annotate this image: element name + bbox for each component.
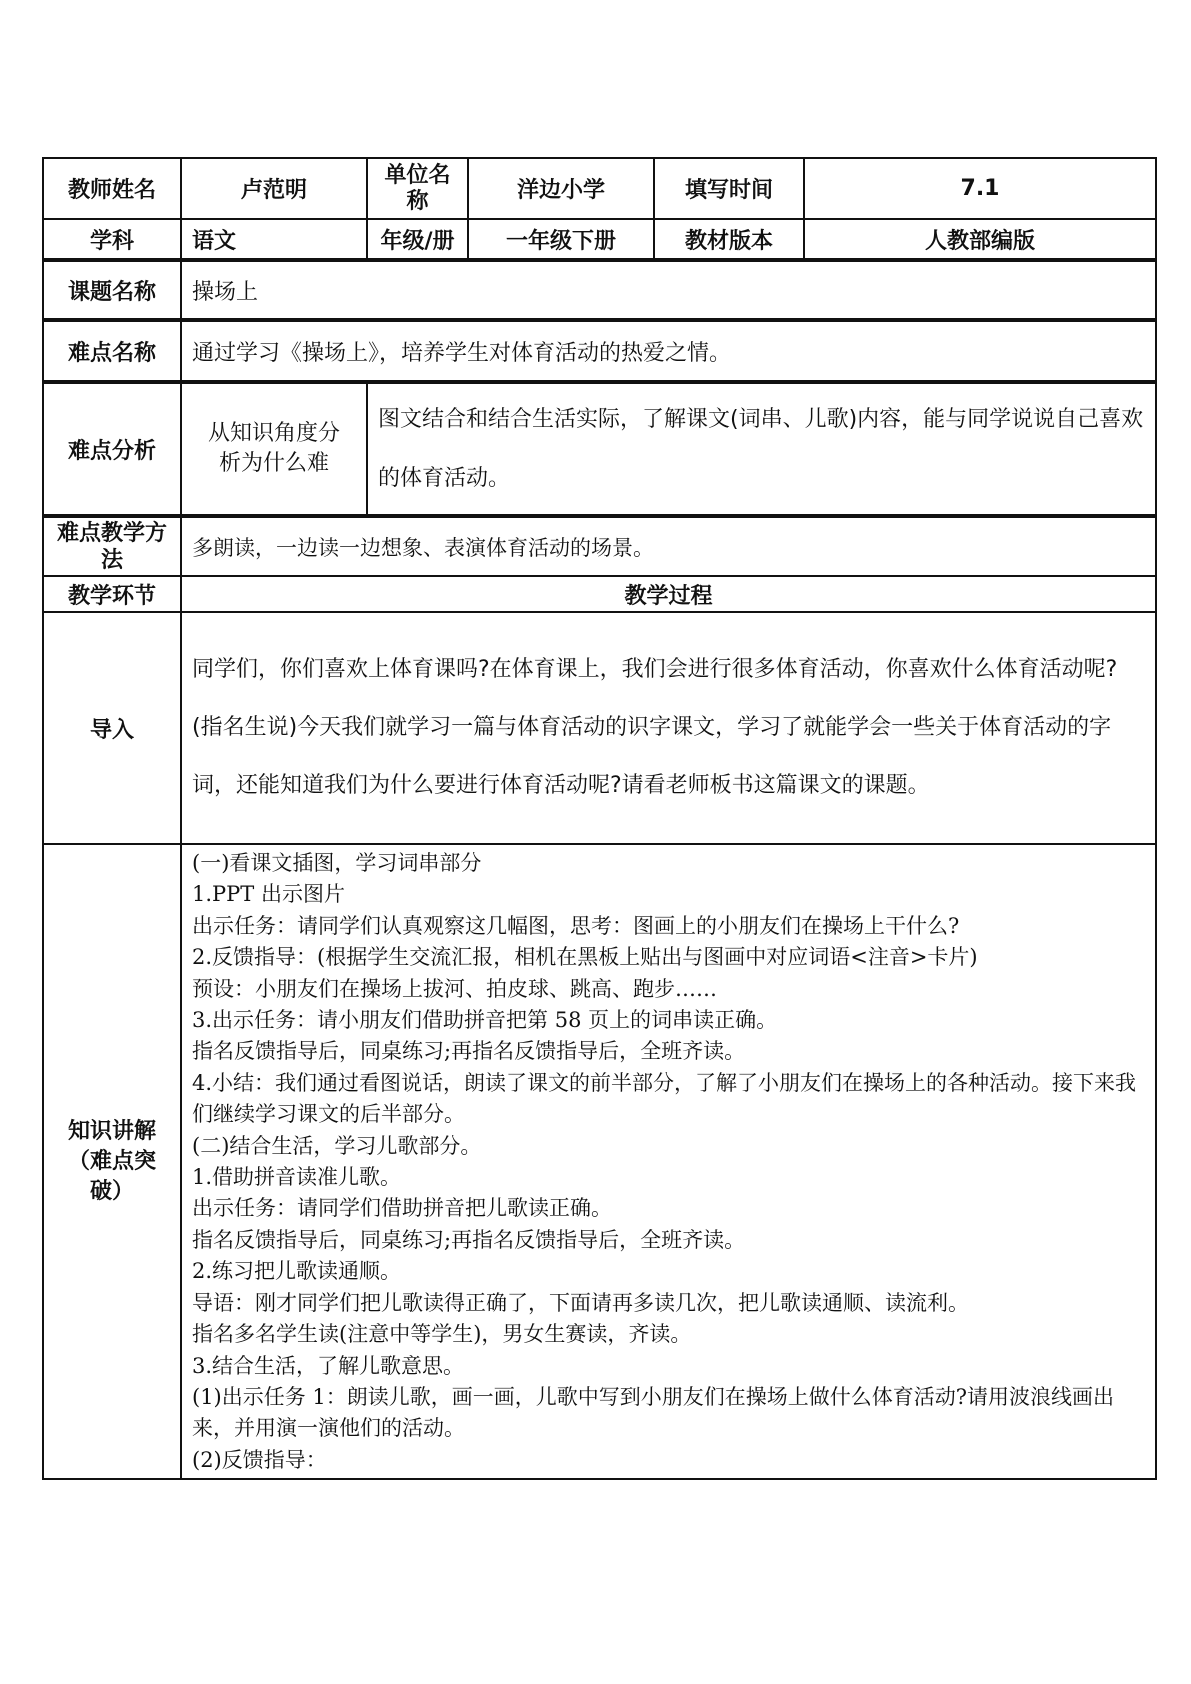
unit-name-label: 单位名称 (367, 158, 468, 219)
knowledge-line: 指名反馈指导后，同桌练习;再指名反馈指导后，全班齐读。 (192, 1227, 746, 1252)
knowledge-line: 出示任务：请同学们借助拼音把儿歌读正确。 (192, 1196, 612, 1221)
knowledge-content (181, 844, 1156, 1479)
knowledge-line: (1)出示任务 1：朗读儿歌，画一画，儿歌中写到小朋友们在操场上做什么体育活动?请用波浪线画出来，并用演一演他们的活动。 (192, 1384, 1115, 1441)
grade-value: 一年级下册 (468, 219, 654, 260)
knowledge-line: (二)结合生活，学习儿歌部分。 (192, 1133, 482, 1158)
method-label: 难点教学方法 (43, 516, 181, 576)
subject-label: 学科 (43, 219, 181, 260)
difficulty-label: 难点名称 (43, 320, 181, 382)
process-header-label: 教学环节 (43, 576, 181, 612)
method-value: 多朗读，一边读一边想象、表演体育活动的场景。 (181, 516, 1156, 576)
knowledge-line: (一)看课文插图，学习词串部分 (192, 851, 482, 875)
lesson-plan-table (42, 157, 1157, 1480)
knowledge-line: 3.出示任务：请小朋友们借助拼音把第 58 页上的词串读正确。 (192, 1008, 778, 1033)
difficulty-value: 通过学习《操场上》，培养学生对体育活动的热爱之情。 (181, 320, 1156, 382)
teacher-name-value: 卢范明 (181, 158, 367, 219)
edition-value: 人教部编版 (804, 219, 1156, 260)
knowledge-line: 指名反馈指导后，同桌练习;再指名反馈指导后，全班齐读。 (192, 1039, 746, 1064)
analysis-label: 难点分析 (43, 382, 181, 516)
knowledge-line: 3.结合生活，了解儿歌意思。 (192, 1353, 465, 1378)
unit-name-value: 洋边小学 (468, 158, 654, 219)
subject-value: 语文 (181, 219, 367, 260)
knowledge-line: 预设：小朋友们在操场上拔河、拍皮球、跳高、跑步…… (192, 976, 717, 1001)
fill-date-label: 填写时间 (654, 158, 804, 219)
grade-label: 年级/册 (367, 219, 468, 260)
analysis-value: 图文结合和结合生活实际，了解课文(词串、儿歌)内容，能与同学说说自己喜欢的体育活动。 (367, 382, 1156, 516)
intro-label: 导入 (43, 612, 181, 844)
topic-value: 操场上 (181, 260, 1156, 320)
knowledge-line: 2.练习把儿歌读通顺。 (192, 1259, 402, 1284)
knowledge-line: (2)反馈指导： (192, 1447, 327, 1472)
edition-label: 教材版本 (654, 219, 804, 260)
fill-date-value: 7.1 (804, 158, 1156, 219)
knowledge-line: 1.借助拼音读准儿歌。 (192, 1165, 402, 1190)
teacher-name-label: 教师姓名 (43, 158, 181, 219)
analysis-sub-label: 从知识角度分析为什么难 (181, 382, 367, 516)
knowledge-line: 指名多名学生读(注意中等学生)，男女生赛读，齐读。 (192, 1322, 692, 1347)
intro-value: 同学们，你们喜欢上体育课吗?在体育课上，我们会进行很多体育活动，你喜欢什么体育活动呢?(指名生说)今天我们就学习一篇与体育活动的识字课文，学习了就能学会一些关于体育活动的字词，还能知道我们为什么要进行体育活动呢?请看老师板书这篇课文的课题。 (181, 612, 1156, 844)
knowledge-line: 4.小结：我们通过看图说话，朗读了课文的前半部分，了解了小朋友们在操场上的各种活动。接下来我们继续学习课文的后半部分。 (192, 1070, 1137, 1127)
knowledge-line: 导语：刚才同学们把儿歌读得正确了，下面请再多读几次，把儿歌读通顺、读流利。 (192, 1290, 969, 1315)
process-header-value: 教学过程 (181, 576, 1156, 612)
knowledge-line: 1.PPT 出示图片 (192, 882, 345, 907)
knowledge-line: 2.反馈指导：(根据学生交流汇报，相机在黑板上贴出与图画中对应词语<注音>卡片) (192, 945, 978, 970)
knowledge-line: 出示任务：请同学们认真观察这几幅图，思考：图画上的小朋友们在操场上干什么? (192, 913, 960, 938)
topic-label: 课题名称 (43, 260, 181, 320)
knowledge-label: 知识讲解（难点突破） (43, 844, 181, 1479)
